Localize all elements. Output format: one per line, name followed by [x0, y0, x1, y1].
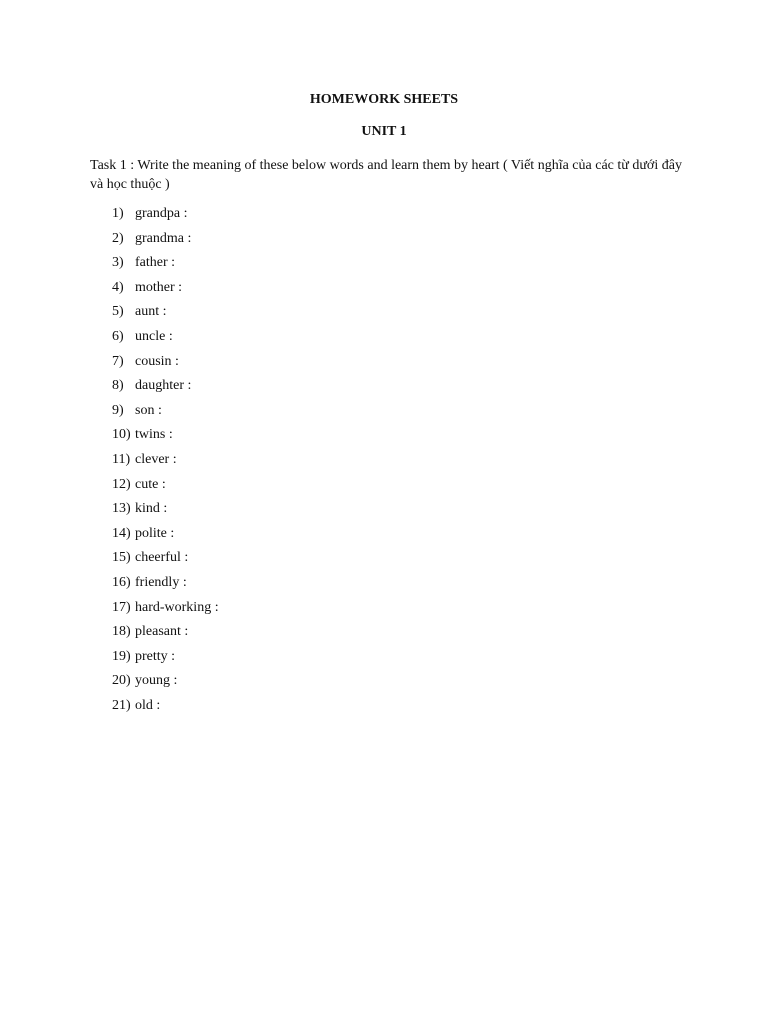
vocab-number: 11): [112, 451, 131, 467]
vocab-number: 10): [112, 427, 131, 443]
vocab-word: twins :: [135, 427, 173, 443]
vocab-word: grandpa :: [135, 206, 188, 221]
vocab-word: cousin :: [135, 353, 179, 369]
vocab-item: [112, 279, 219, 304]
vocab-word: old :: [135, 697, 161, 713]
vocab-item: [112, 205, 219, 230]
vocab-item: [112, 476, 219, 501]
vocabulary-list: [112, 205, 219, 721]
vocab-number: 9): [112, 402, 124, 418]
vocab-item: [112, 599, 219, 624]
vocab-word: father :: [135, 255, 176, 271]
vocab-item: [112, 353, 219, 378]
vocab-number: 15): [112, 550, 131, 566]
vocab-word: hard-working :: [135, 599, 219, 615]
vocab-number: 14): [112, 525, 131, 541]
document-title: HOMEWORK SHEETS: [309, 92, 459, 107]
unit-heading: UNIT 1: [361, 124, 407, 139]
vocab-word: son :: [135, 402, 162, 418]
vocab-number: 4): [112, 279, 124, 295]
vocab-word: aunt :: [135, 304, 167, 320]
vocab-item: [112, 623, 219, 648]
vocab-word: kind :: [135, 501, 168, 517]
task-instructions: Task 1 : Write the meaning of these below words and learn them by heart ( Viết nghĩa của các từ dưới đây và học thuộc ): [90, 158, 682, 192]
vocab-number: 16): [112, 574, 131, 590]
vocab-item: [112, 303, 219, 328]
vocab-word: young :: [135, 673, 178, 689]
vocab-word: pleasant :: [135, 624, 189, 640]
vocab-number: 8): [112, 378, 124, 394]
vocab-word: uncle :: [135, 328, 173, 344]
vocab-number: 2): [112, 230, 124, 246]
vocab-number: 19): [112, 648, 131, 664]
vocab-item: [112, 672, 219, 697]
vocab-item: [112, 549, 219, 574]
vocab-item: [112, 254, 219, 279]
vocab-number: 1): [112, 206, 124, 221]
vocab-word: cute :: [135, 476, 166, 492]
vocab-word: friendly :: [135, 574, 187, 590]
vocab-item: [112, 426, 219, 451]
vocab-item: [112, 328, 219, 353]
vocab-word: daughter :: [135, 378, 192, 394]
vocab-number: 21): [112, 697, 131, 713]
vocab-item: [112, 500, 219, 525]
vocab-item: [112, 525, 219, 550]
vocab-number: 6): [112, 328, 124, 344]
vocab-word: cheerful :: [135, 550, 189, 566]
vocab-word: clever :: [135, 451, 177, 467]
vocab-item: [112, 402, 219, 427]
vocab-item: [112, 377, 219, 402]
vocab-number: 5): [112, 304, 124, 320]
vocab-number: 17): [112, 599, 131, 615]
vocab-number: 7): [112, 353, 124, 369]
vocab-number: 20): [112, 673, 131, 689]
vocab-item: [112, 230, 219, 255]
vocab-word: polite :: [135, 525, 175, 541]
vocab-item: [112, 697, 219, 722]
vocab-number: 3): [112, 255, 124, 271]
vocab-item: [112, 451, 219, 476]
vocab-number: 12): [112, 476, 131, 492]
vocab-word: pretty :: [135, 648, 176, 664]
vocab-number: 13): [112, 501, 131, 517]
vocab-word: mother :: [135, 279, 183, 295]
vocab-number: 18): [112, 624, 131, 640]
vocab-item: [112, 574, 219, 599]
vocab-word: grandma :: [135, 230, 192, 246]
vocab-item: [112, 648, 219, 673]
